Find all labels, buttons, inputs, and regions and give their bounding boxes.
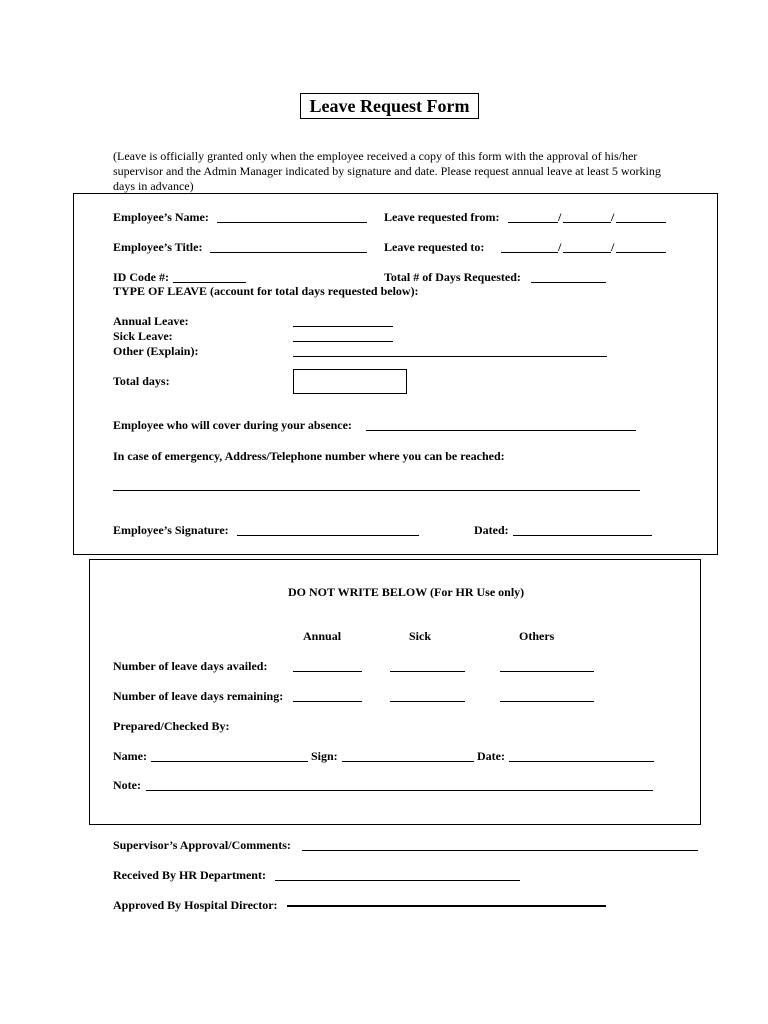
employee-name-field[interactable] bbox=[217, 222, 367, 223]
remaining-others-field[interactable] bbox=[500, 701, 594, 702]
date-separator: / bbox=[611, 240, 615, 254]
employee-signature-label: Employee’s Signature: bbox=[113, 523, 229, 537]
leave-to-label: Leave requested to: bbox=[384, 240, 485, 254]
total-days-label: Total days: bbox=[113, 374, 170, 388]
leave-to-month-field[interactable] bbox=[501, 252, 558, 253]
annual-leave-field[interactable] bbox=[293, 326, 393, 327]
dated-label: Dated: bbox=[474, 523, 509, 537]
employee-name-label: Employee’s Name: bbox=[113, 210, 209, 224]
date-separator: / bbox=[558, 240, 562, 254]
hr-date-label: Date: bbox=[477, 749, 505, 763]
availed-annual-field[interactable] bbox=[293, 671, 362, 672]
employee-title-label: Employee’s Title: bbox=[113, 240, 203, 254]
supervisor-approval-label: Supervisor’s Approval/Comments: bbox=[113, 838, 291, 852]
annual-leave-label: Annual Leave: bbox=[113, 314, 189, 328]
employee-title-field[interactable] bbox=[210, 252, 367, 253]
hr-date-field[interactable] bbox=[509, 761, 654, 762]
intro-line-3: days in advance) bbox=[113, 179, 194, 193]
sick-leave-field[interactable] bbox=[293, 341, 393, 342]
leave-from-month-field[interactable] bbox=[508, 222, 558, 223]
prepared-checked-label: Prepared/Checked By: bbox=[113, 719, 230, 733]
leave-from-year-field[interactable] bbox=[616, 222, 666, 223]
other-leave-field[interactable] bbox=[293, 356, 607, 357]
other-leave-label: Other (Explain): bbox=[113, 344, 199, 358]
hr-sign-label: Sign: bbox=[311, 749, 338, 763]
total-days-requested-label: Total # of Days Requested: bbox=[384, 270, 521, 284]
hr-name-field[interactable] bbox=[151, 761, 308, 762]
leave-remaining-label: Number of leave days remaining: bbox=[113, 689, 284, 703]
intro-line-2: supervisor and the Admin Manager indicated by signature and date. Please request annual leave at least 5 working bbox=[113, 164, 661, 178]
emergency-contact-label: In case of emergency, Address/Telephone number where you can be reached: bbox=[113, 449, 505, 463]
remaining-annual-field[interactable] bbox=[293, 701, 362, 702]
hr-use-heading: DO NOT WRITE BELOW (For HR Use only) bbox=[288, 585, 525, 599]
cover-employee-label: Employee who will cover during your absence: bbox=[113, 418, 352, 432]
total-days-box[interactable] bbox=[293, 369, 407, 394]
availed-sick-field[interactable] bbox=[390, 671, 465, 672]
total-days-requested-field[interactable] bbox=[531, 282, 606, 283]
sick-leave-label: Sick Leave: bbox=[113, 329, 173, 343]
date-separator: / bbox=[611, 210, 615, 224]
remaining-sick-field[interactable] bbox=[390, 701, 465, 702]
availed-others-field[interactable] bbox=[500, 671, 594, 672]
intro-line-1: (Leave is officially granted only when the employee received a copy of this form with the approval of his/her bbox=[113, 149, 638, 163]
supervisor-approval-field[interactable] bbox=[302, 850, 698, 851]
hr-note-field[interactable] bbox=[146, 790, 653, 791]
leave-to-day-field[interactable] bbox=[563, 252, 611, 253]
hr-sign-field[interactable] bbox=[342, 761, 474, 762]
id-code-field[interactable] bbox=[173, 282, 246, 283]
leave-to-year-field[interactable] bbox=[616, 252, 666, 253]
column-annual: Annual bbox=[303, 629, 342, 643]
cover-employee-field[interactable] bbox=[366, 430, 636, 431]
leave-availed-label: Number of leave days availed: bbox=[113, 659, 268, 673]
hr-name-label: Name: bbox=[113, 749, 147, 763]
column-sick: Sick bbox=[409, 629, 432, 643]
id-code-label: ID Code #: bbox=[113, 270, 169, 284]
employee-signature-field[interactable] bbox=[237, 535, 419, 536]
emergency-contact-field[interactable] bbox=[113, 490, 640, 491]
hr-received-field[interactable] bbox=[275, 880, 520, 881]
hr-received-label: Received By HR Department: bbox=[113, 868, 266, 882]
hr-note-label: Note: bbox=[113, 778, 141, 792]
column-others: Others bbox=[519, 629, 555, 643]
date-separator: / bbox=[558, 210, 562, 224]
form-title: Leave Request Form bbox=[300, 93, 479, 119]
director-approval-field[interactable] bbox=[287, 905, 606, 907]
leave-from-day-field[interactable] bbox=[563, 222, 611, 223]
director-approval-label: Approved By Hospital Director: bbox=[113, 898, 278, 912]
leave-from-label: Leave requested from: bbox=[384, 210, 500, 224]
type-of-leave-heading: TYPE OF LEAVE (account for total days requested below): bbox=[113, 284, 419, 298]
dated-field[interactable] bbox=[513, 535, 652, 536]
